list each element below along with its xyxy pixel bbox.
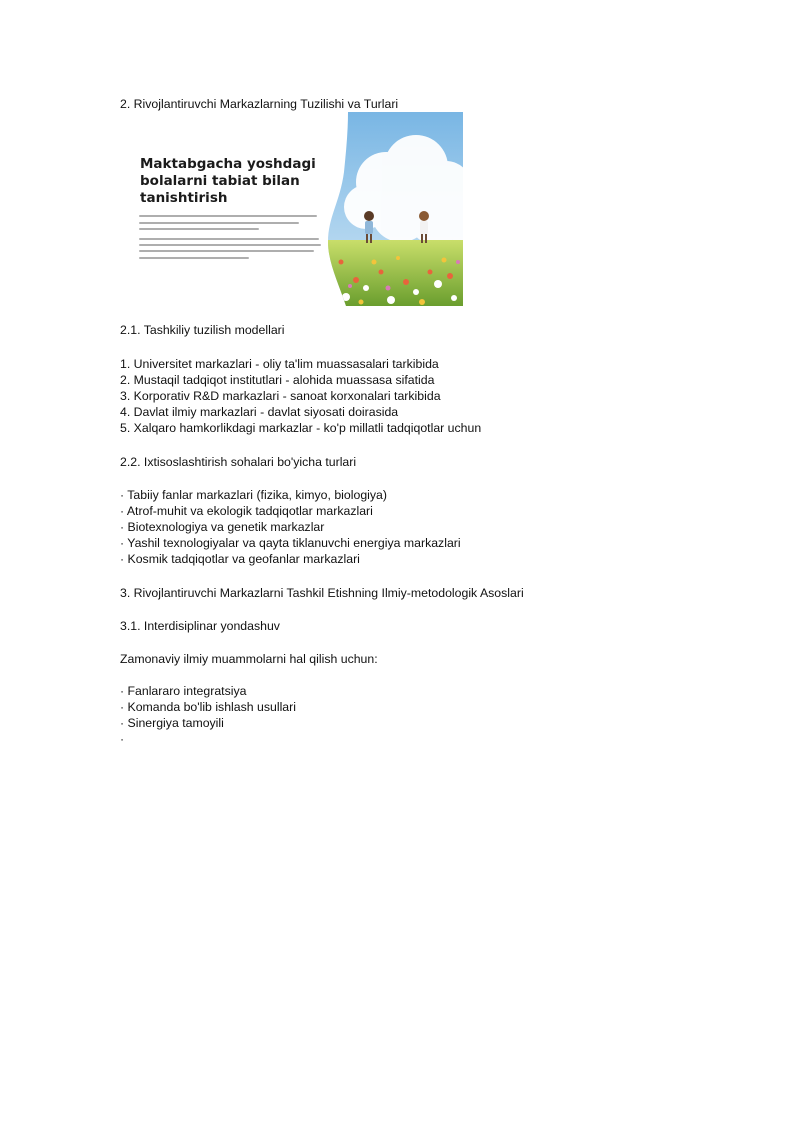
list-item: · Kosmik tadqiqotlar va geofanlar markazlari [120, 552, 360, 566]
section-2-1-heading: 2.1. Tashkiliy tuzilish modellari [120, 323, 285, 337]
cover-image [121, 112, 463, 306]
caption-line [139, 238, 319, 240]
section-3-heading: 3. Rivojlantiruvchi Markazlarni Tashkil Etishning Ilmiy-metodologik Asoslari [120, 586, 524, 600]
caption-line [139, 257, 249, 259]
list-item: · Sinergiya tamoyili [120, 716, 224, 730]
list-item: · Fanlararo integratsiya [120, 684, 247, 698]
caption-line [139, 250, 314, 252]
list-item: 5. Xalqaro hamkorlikdagi markazlar - ko'p millatli tadqiqotlar uchun [120, 421, 482, 435]
list-item: 2. Mustaqil tadqiqot institutlari - alohida muassasa sifatida [120, 373, 435, 387]
list-item: 1. Universitet markazlari - oliy ta'lim muassasalari tarkibida [120, 357, 439, 371]
section-2-2-heading: 2.2. Ixtisoslashtirish sohalari bo'yicha turlari [120, 455, 357, 469]
list-item: · Tabiiy fanlar markazlari (fizika, kimyo, biologiya) [120, 488, 387, 502]
section-2-heading: 2. Rivojlantiruvchi Markazlarning Tuzilishi va Turlari [120, 97, 399, 111]
paragraph: Zamonaviy ilmiy muammolarni hal qilish uchun: [120, 652, 378, 666]
list-item: · Atrof-muhit va ekologik tadqiqotlar markazlari [120, 504, 373, 518]
caption-line [139, 244, 321, 246]
list-item: · Yashil texnologiyalar va qayta tiklanuvchi energiya markazlari [120, 536, 461, 550]
list-item: 3. Korporativ R&D markazlari - sanoat korxonalari tarkibida [120, 389, 441, 403]
list-item: 4. Davlat ilmiy markazlari - davlat siyosati doirasida [120, 405, 399, 419]
image-title: Maktabgacha yoshdagi bolalarni tabiat bilan tanishtirish [140, 156, 316, 206]
children-meadow-illustration [326, 112, 463, 306]
caption-line [139, 228, 259, 230]
caption-line [139, 222, 299, 224]
list-item: · Komanda bo'lib ishlash usullari [120, 700, 296, 714]
list-item: · [120, 732, 125, 746]
caption-line [139, 215, 317, 217]
list-item: · Biotexnologiya va genetik markazlar [120, 520, 325, 534]
section-3-1-heading: 3.1. Interdisiplinar yondashuv [120, 619, 280, 633]
